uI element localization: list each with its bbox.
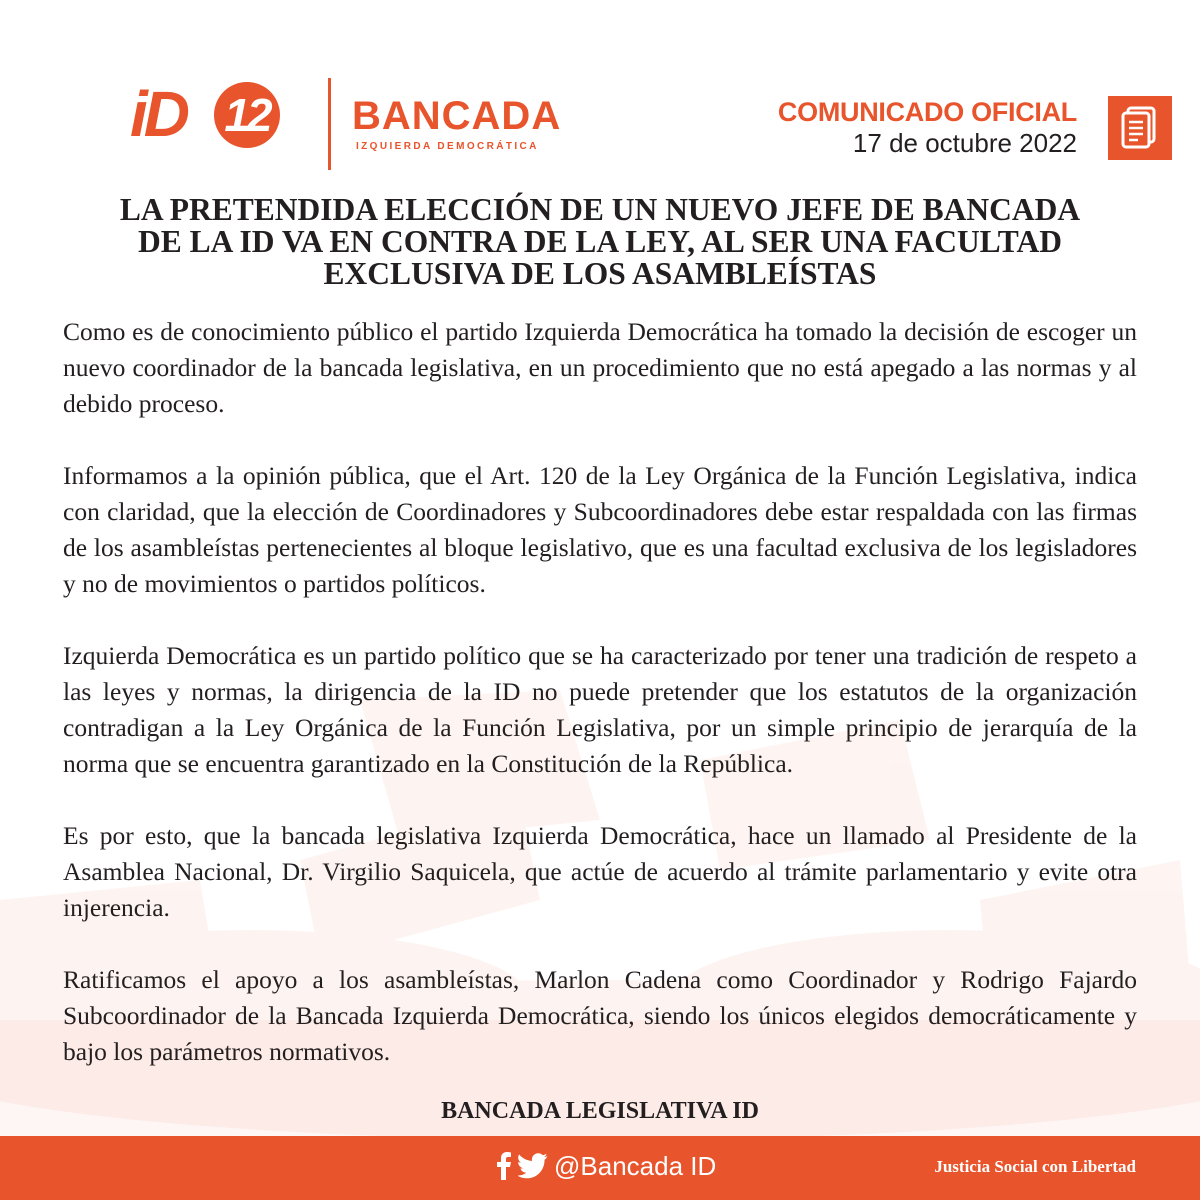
paragraph-2: Informamos a la opinión pública, que el Art. 120 de la Ley Orgánica de la Función Legislativa, indica con claridad, que la elección de Coordinadores y Subcoordinadores debe estar respaldada con las firmas de los asambleístas pertenecientes al bloque legislativo, que es una facultad exclusiva de los legisladores y no de movimientos o partidos políticos. (63, 461, 1137, 598)
headline-line-1: LA PRETENDIDA ELECCIÓN DE UN NUEVO JEFE DE BANCADA (119, 192, 1081, 227)
social-handle[interactable]: @Bancada ID (554, 1151, 717, 1181)
footer-slogan: Justicia Social con Libertad (934, 1157, 1136, 1176)
logo-number-badge: 12 (214, 82, 280, 148)
social-links[interactable] (496, 1150, 716, 1182)
paragraph-4: Es por esto, que la bancada legislativa Izquierda Democrática, hace un llamado al Presidente de la Asamblea Nacional, Dr. Virgilio Saquicela, que actúe de acuerdo al trámite parlamentario y evite otra injerencia. (63, 821, 1137, 922)
logo-id-text: iD (130, 78, 186, 150)
page-title (60, 194, 1140, 290)
paragraph-1: Como es de conocimiento público el partido Izquierda Democrática ha tomado la decisión de escoger un nuevo coordinador de la bancada legislativa, en un procedimiento que no está apegado a las normas y al debido proceso. (63, 317, 1137, 418)
comunicado-title: COMUNICADO OFICIAL (777, 97, 1077, 127)
statement-body (63, 314, 1137, 1106)
logo-bancada-text: BANCADA (352, 94, 562, 138)
paragraph-3: Izquierda Democrática es un partido político que se ha caracterizado por tener una tradición de respeto a las leyes y normas, la dirigencia de la ID no puede pretender que los estatutos de la organización contradigan a la Ley Orgánica de la Función Legislativa, por un simple principio de jerarquía de la norma que se encuentra garantizado en la Constitución de la República. (63, 641, 1137, 778)
facebook-icon[interactable] (496, 1152, 512, 1180)
twitter-icon[interactable] (518, 1153, 548, 1179)
comunicado-heading (778, 96, 1077, 158)
headline-line-2: DE LA ID VA EN CONTRA DE LA LEY, AL SER UNA FACULTAD (138, 224, 1062, 259)
headline-line-3: EXCLUSIVA DE LOS ASAMBLEÍSTAS (323, 256, 877, 291)
logo-subtitle: IZQUIERDA DEMOCRÁTICA (356, 141, 539, 152)
logo-divider (328, 78, 331, 170)
signature: BANCADA LEGISLATIVA ID (441, 1098, 759, 1124)
paragraph-5: Ratificamos el apoyo a los asambleístas, Marlon Cadena como Coordinador y Rodrigo Fajardo Subcoordinador de la Bancada Izquierda Democrática, siendo los únicos elegidos democráticamente y bajo los parámetros normativos. (63, 965, 1137, 1066)
document-icon (1120, 106, 1160, 150)
document-icon-box (1108, 96, 1172, 160)
comunicado-date: 17 de octubre 2022 (852, 128, 1077, 158)
footer-bar (0, 1136, 1200, 1200)
